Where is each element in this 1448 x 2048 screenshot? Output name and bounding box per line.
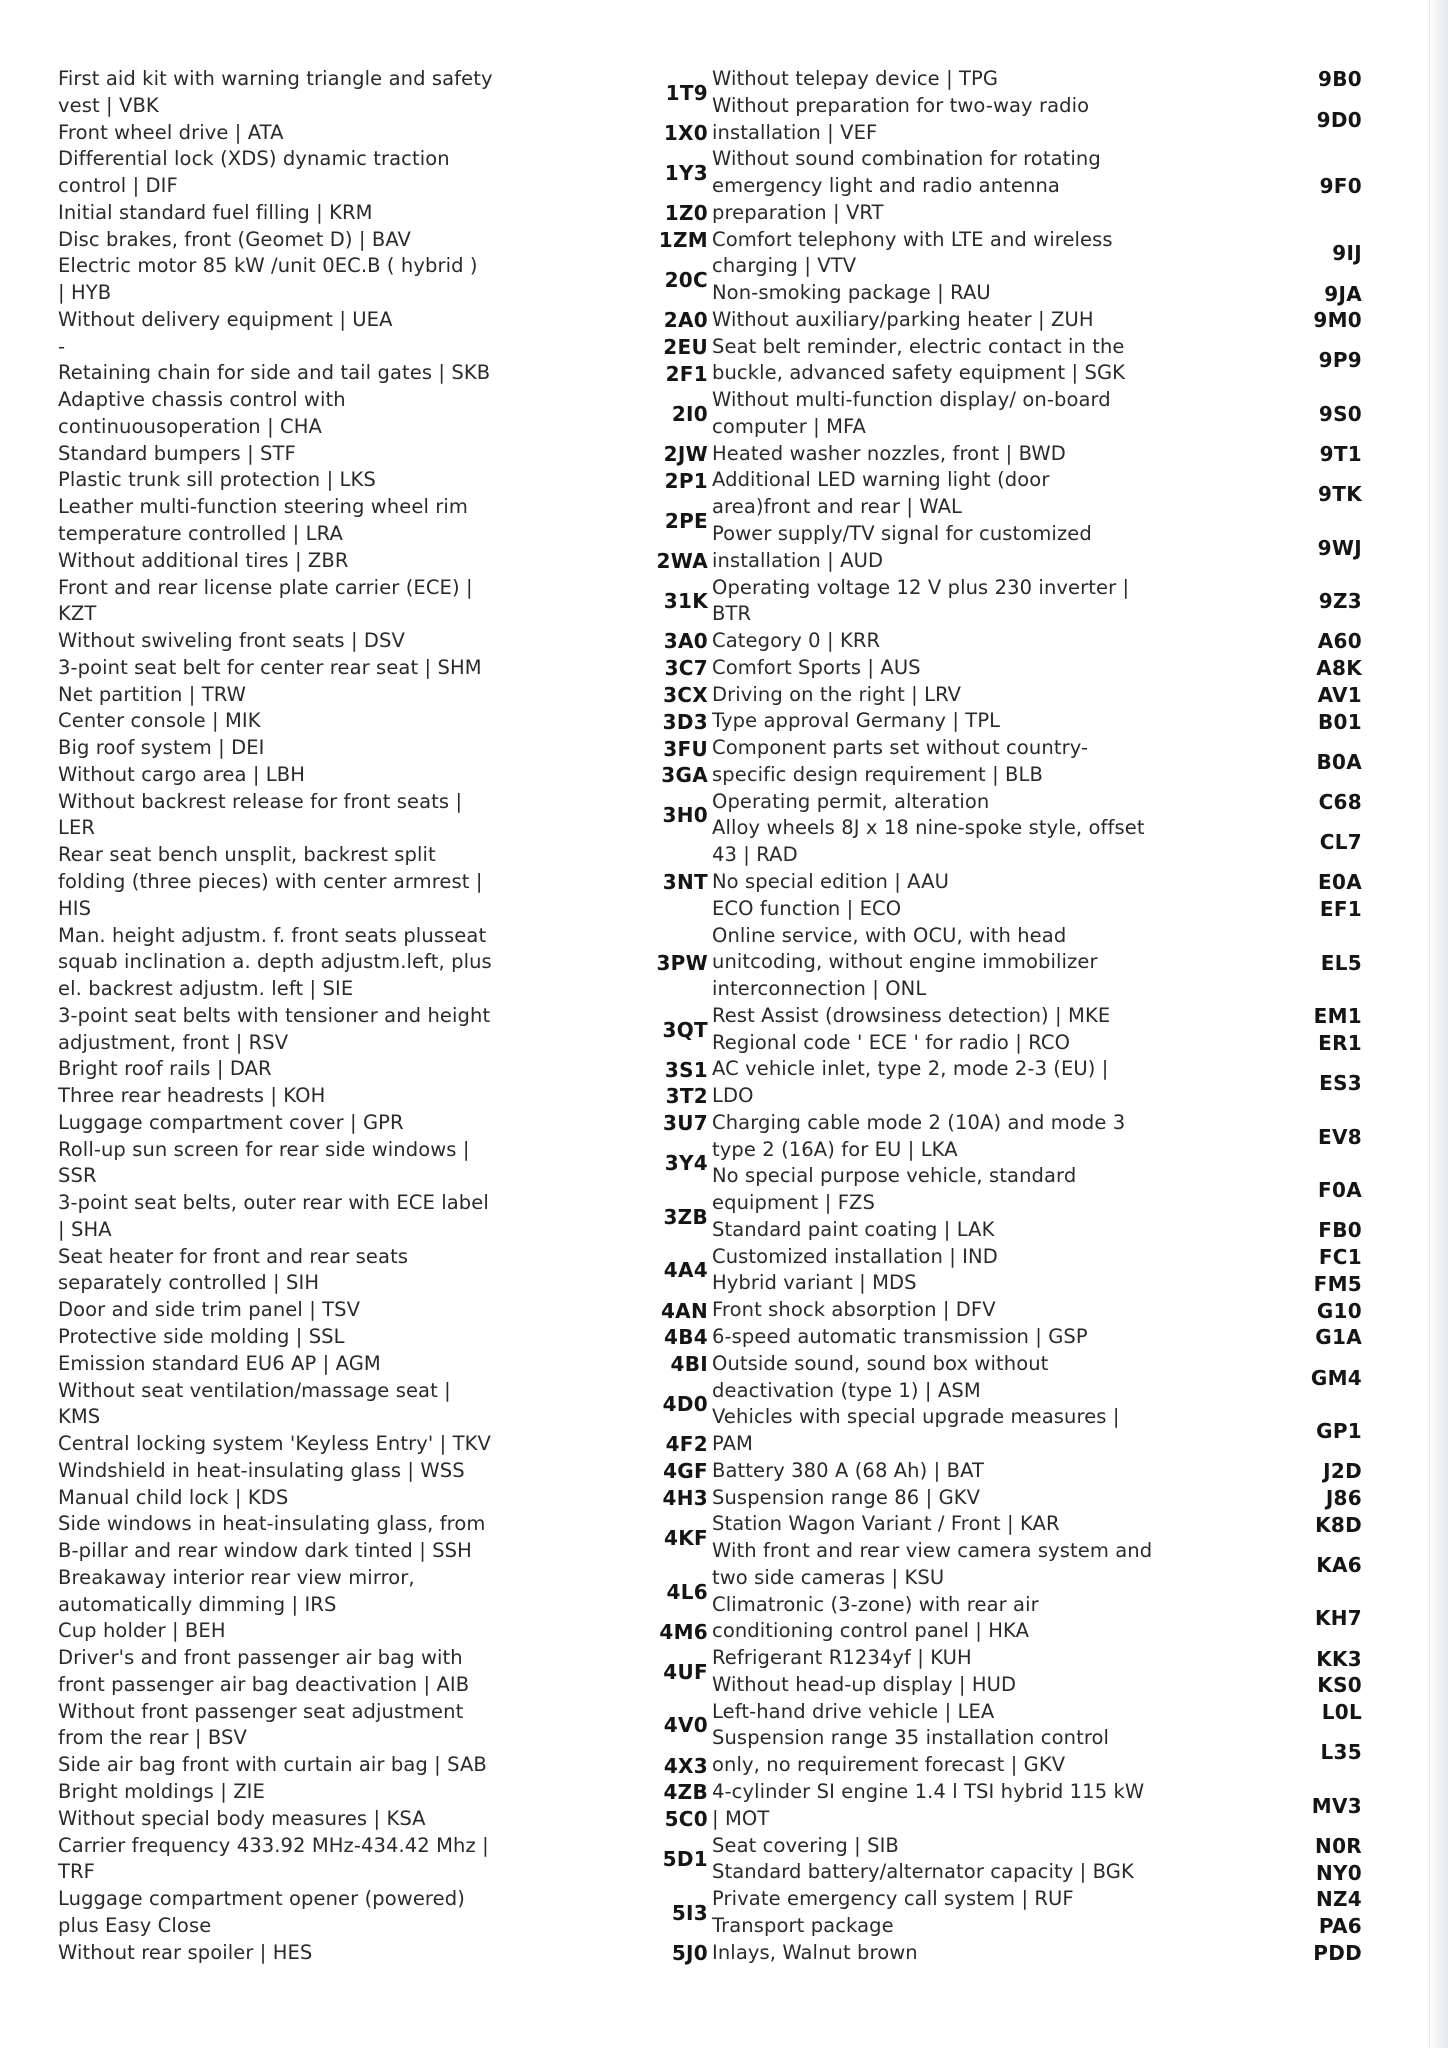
left-item-code: 3QT — [662, 1017, 708, 1042]
left-item-code: 5J0 — [671, 1940, 708, 1965]
right-item-description: Heated washer nozzles, front | BWD — [712, 441, 1066, 465]
left-item-code: 2EU — [663, 335, 708, 360]
right-item-code: 9S0 — [1318, 401, 1362, 426]
right-item-description: Left-hand drive vehicle | LEA — [712, 1699, 995, 1723]
right-item-code: NZ4 — [1315, 1887, 1362, 1912]
right-item-code: KK3 — [1316, 1646, 1362, 1671]
right-item-code: PA6 — [1318, 1914, 1362, 1939]
right-item-code: AV1 — [1317, 682, 1362, 707]
left-item-description: Breakaway interior rear view mirror, automatically dimming | IRS — [58, 1565, 415, 1616]
left-item-description: Electric motor 85 kW /unit 0EC.B ( hybrid ) | HYB — [58, 254, 478, 305]
left-item-code: 4KF — [664, 1526, 708, 1551]
right-item-description: 4-cylinder SI engine 1.4 l TSI hybrid 115 kW | MOT — [712, 1780, 1145, 1830]
left-item-code: 5D1 — [662, 1847, 708, 1872]
left-item-description: Net partition | TRW — [58, 682, 247, 706]
left-item-description: Door and side trim panel | TSV — [58, 1298, 361, 1322]
left-item-code: 3PW — [656, 950, 708, 975]
right-item-description: Inlays, Walnut brown — [712, 1940, 918, 1964]
left-item-description: 3-point seat belts, outer rear with ECE label | SHA — [58, 1191, 489, 1241]
left-item-code: 4H3 — [662, 1485, 708, 1510]
right-item-description: Hybrid variant | MDS — [712, 1271, 917, 1295]
left-item-code: 3FU — [663, 736, 708, 761]
left-item-description: Driver's and front passenger air bag with front passenger air bag deactivation | AIB — [58, 1646, 470, 1696]
left-item-code: 4V0 — [663, 1713, 708, 1738]
left-item-description: Disc brakes, front (Geomet D) | BAV — [58, 227, 411, 251]
right-item-description: Outside sound, sound box without deactivation (type 1) | ASM — [712, 1351, 1049, 1402]
left-item-description: Seat heater for front and rear seats separately controlled | SIH — [58, 1244, 409, 1295]
left-item-code: 4L6 — [666, 1579, 708, 1604]
right-item-description: Private emergency call system | RUF — [712, 1887, 1074, 1911]
right-item-code: KH7 — [1314, 1606, 1362, 1631]
left-item-code: 3H0 — [662, 803, 708, 828]
left-item-description: Central locking system 'Keyless Entry' | TKV — [58, 1432, 491, 1456]
right-item-code: GM4 — [1310, 1365, 1362, 1390]
right-item-description: Regional code ' ECE ' for radio | RCO — [712, 1030, 1071, 1054]
right-item-code: 9T1 — [1319, 442, 1362, 467]
left-item-description: Big roof system | DEI — [58, 736, 265, 760]
left-item-description: Leather multi-function steering wheel rim temperature controlled | LRA — [58, 495, 469, 546]
right-item-code: KA6 — [1316, 1552, 1362, 1577]
right-item-description: Suspension range 86 | GKV — [712, 1485, 981, 1509]
right-item-description: Without head-up display | HUD — [712, 1672, 1017, 1696]
right-item-description: AC vehicle inlet, type 2, mode 2-3 (EU) | LDO — [712, 1057, 1109, 1108]
left-item-description: Without special body measures | KSA — [58, 1806, 426, 1830]
left-item-description: Without backrest release for front seats | LER — [58, 789, 463, 840]
left-item-code: 5C0 — [664, 1807, 708, 1832]
left-item-code: 2F1 — [665, 361, 708, 386]
right-item-description: Standard paint coating | LAK — [712, 1217, 995, 1241]
right-item-description: With front and rear view camera system and two side cameras | KSU — [712, 1539, 1153, 1589]
left-item-description: Retaining chain for side and tail gates | SKB — [58, 361, 491, 385]
right-item-description: Seat covering | SIB — [712, 1833, 899, 1857]
right-item-description: Alloy wheels 8J x 18 nine-spoke style, offset 43 | RAD — [712, 816, 1145, 867]
right-item-description: Without multi-function display/ on-board computer | MFA — [712, 388, 1111, 438]
right-item-description: Operating voltage 12 V plus 230 inverter | BTR — [712, 575, 1130, 626]
right-item-code: EM1 — [1313, 1004, 1362, 1029]
right-item-description: No special edition | AAU — [712, 869, 949, 893]
left-item-code: 4M6 — [659, 1619, 708, 1644]
left-item-description: Initial standard fuel filling | KRM — [58, 200, 373, 224]
right-item-description: Comfort telephony with LTE and wireless charging | VTV — [712, 227, 1113, 278]
right-item-description: Transport package — [712, 1913, 894, 1937]
left-item-description: Without cargo area | LBH — [58, 762, 306, 786]
right-item-code: PDD — [1313, 1940, 1362, 1965]
right-item-code: 9JA — [1324, 281, 1362, 306]
left-item-code: 3D3 — [662, 709, 708, 734]
right-item-code: L0L — [1321, 1700, 1362, 1725]
left-item-code: 2P1 — [664, 468, 708, 493]
left-item-description: First aid kit with warning triangle and safety vest | VBK — [58, 67, 493, 117]
left-item-code: 4BI — [670, 1352, 708, 1377]
left-item-description: Side windows in heat-insulating glass, from B-pillar and rear window dark tinted | SSH — [58, 1512, 486, 1563]
right-equipment-column — [712, 66, 1362, 1966]
left-item-description: Man. height adjustm. f. front seats plusseat squab inclination a. depth adjustm.left, plus el. backrest adjustm. left | SIE — [58, 923, 492, 1001]
right-item-code: ES3 — [1319, 1071, 1362, 1096]
left-item-description: Front wheel drive | ATA — [58, 120, 284, 144]
right-item-code: 9Z3 — [1318, 589, 1362, 614]
right-item-code: 9M0 — [1313, 308, 1362, 333]
right-item-description: Station Wagon Variant / Front | KAR — [712, 1512, 1060, 1536]
right-item-description: Category 0 | KRR — [712, 629, 881, 653]
left-item-description: Cup holder | BEH — [58, 1619, 226, 1643]
right-item-code: 9P9 — [1318, 348, 1362, 373]
left-item-code: 3C7 — [664, 656, 708, 681]
right-item-code: FB0 — [1318, 1218, 1362, 1243]
right-item-code: N0R — [1315, 1833, 1362, 1858]
right-item-code: E0A — [1318, 870, 1362, 895]
right-item-code: C68 — [1318, 790, 1362, 815]
left-item-code: 3U7 — [663, 1111, 708, 1136]
left-item-description: Bright moldings | ZIE — [58, 1780, 265, 1803]
right-item-description: Without telepay device | TPG — [712, 67, 999, 90]
left-item-description: Without swiveling front seats | DSV — [58, 629, 405, 653]
left-item-code: 2JW — [663, 442, 708, 467]
left-item-description: 3-point seat belt for center rear seat | SHM — [58, 655, 482, 679]
right-item-description: 6-speed automatic transmission | GSP — [712, 1324, 1088, 1348]
left-item-description: 3-point seat belts with tensioner and height adjustment, front | RSV — [58, 1003, 491, 1054]
left-item-code: 1Y3 — [664, 161, 708, 186]
left-item-description: Front and rear license plate carrier (ECE) | KZT — [58, 575, 473, 626]
right-item-code: K8D — [1315, 1512, 1362, 1537]
right-item-code: 9B0 — [1318, 67, 1362, 92]
left-item-code: 3ZB — [663, 1204, 708, 1229]
left-item-description: Without additional tires | ZBR — [58, 548, 349, 572]
right-item-code: NY0 — [1315, 1860, 1362, 1885]
right-item-code: 9TK — [1318, 482, 1362, 507]
left-item-description: Three rear headrests | KOH — [58, 1084, 326, 1108]
left-item-description: Carrier frequency 433.92 MHz-434.42 Mhz | TRF — [58, 1833, 489, 1884]
left-item-code: 3GA — [661, 763, 708, 788]
right-item-description: Without sound combination for rotating emergency light and radio antenna preparation | VRT — [712, 147, 1101, 224]
left-item-description: Luggage compartment cover | GPR — [58, 1110, 404, 1134]
right-item-description: Without auxiliary/parking heater | ZUH — [712, 307, 1094, 331]
right-item-description: Standard battery/alternator capacity | BGK — [712, 1860, 1134, 1884]
left-item-code: 2I0 — [671, 401, 708, 426]
left-item-description: Luggage compartment opener (powered) plus Easy Close — [58, 1887, 465, 1937]
right-item-code: G10 — [1316, 1298, 1362, 1323]
right-item-description: Rest Assist (drowsiness detection) | MKE — [712, 1003, 1111, 1027]
left-item-code: 4X3 — [663, 1753, 708, 1778]
left-item-description: Differential lock (XDS) dynamic traction control | DIF — [58, 147, 450, 198]
right-item-code: G1A — [1315, 1325, 1362, 1350]
right-item-code: L35 — [1320, 1740, 1362, 1765]
left-item-code: 3NT — [662, 870, 708, 895]
left-item-code: 2PE — [664, 509, 708, 534]
left-item-code: 3T2 — [665, 1084, 708, 1109]
left-item-code: 1X0 — [663, 120, 708, 145]
right-item-code: J86 — [1325, 1485, 1362, 1510]
right-item-code: ER1 — [1318, 1030, 1362, 1055]
left-item-description: Without seat ventilation/massage seat | KMS — [58, 1378, 451, 1429]
left-item-code: 1ZM — [658, 227, 708, 252]
left-item-code: 5I3 — [671, 1900, 708, 1925]
right-item-code: 9WJ — [1317, 535, 1362, 560]
left-item-description: Without rear spoiler | HES — [58, 1940, 313, 1964]
left-item-code: 4B4 — [664, 1325, 708, 1350]
right-item-description: Climatronic (3-zone) with rear air conditioning control panel | HKA — [712, 1592, 1039, 1643]
right-item-description: Power supply/TV signal for customized installation | AUD — [712, 522, 1092, 572]
left-item-description: Standard bumpers | STF — [58, 441, 296, 465]
left-item-description: Side air bag front with curtain air bag | SAB — [58, 1753, 487, 1777]
right-item-description: Customized installation | IND — [712, 1244, 998, 1268]
right-item-code: EF1 — [1319, 897, 1362, 922]
right-item-description: Without preparation for two-way radio installation | VEF — [712, 93, 1090, 144]
left-item-code: 3Y4 — [664, 1151, 708, 1176]
left-item-code: 20C — [664, 268, 708, 293]
right-item-description: Refrigerant R1234yf | KUH — [712, 1646, 972, 1670]
right-item-description: ECO function | ECO — [712, 896, 902, 920]
left-item-code: 1Z0 — [664, 201, 708, 226]
right-item-description: Component parts set without country- specific design requirement | BLB — [712, 736, 1089, 786]
right-item-description: No special purpose vehicle, standard equipment | FZS — [712, 1164, 1077, 1215]
left-item-code: 1T9 — [665, 80, 708, 105]
right-item-description: Online service, with OCU, with head unitcoding, without engine immobilizer interconnection | ONL — [712, 923, 1098, 1001]
right-item-description: Driving on the right | LRV — [712, 682, 962, 706]
right-item-code: J2D — [1323, 1459, 1362, 1484]
left-item-description: Without front passenger seat adjustment from the rear | BSV — [58, 1699, 464, 1750]
right-item-description: Front shock absorption | DFV — [712, 1298, 996, 1322]
right-item-description: Suspension range 35 installation control only, no requirement forecast | GKV — [712, 1726, 1110, 1777]
right-item-description: Non-smoking package | RAU — [712, 281, 991, 305]
right-item-description: Battery 380 A (68 Ah) | BAT — [712, 1458, 985, 1482]
right-item-code: CL7 — [1319, 830, 1362, 855]
right-item-description: Additional LED warning light (door area)front and rear | WAL — [712, 468, 1050, 519]
left-item-description: Bright roof rails | DAR — [58, 1057, 272, 1081]
left-item-description: - — [58, 334, 66, 358]
left-item-code: 2WA — [656, 549, 708, 574]
right-item-description: Charging cable mode 2 (10A) and mode 3 type 2 (16A) for EU | LKA — [712, 1110, 1126, 1161]
left-item-description: Without delivery equipment | UEA — [58, 307, 393, 331]
left-item-code: 4AN — [660, 1298, 708, 1323]
left-item-code: 4D0 — [662, 1392, 708, 1417]
right-item-code: 9IJ — [1332, 241, 1362, 266]
right-item-description: Type approval Germany | TPL — [712, 709, 1001, 733]
left-item-code: 3S1 — [664, 1057, 708, 1082]
right-item-code: A8K — [1316, 656, 1362, 681]
right-item-code: EV8 — [1318, 1124, 1362, 1149]
right-item-code: EL5 — [1320, 950, 1362, 975]
left-item-description: Center console | MIK — [58, 709, 261, 733]
page-edge — [1430, 0, 1448, 2048]
right-item-code: MV3 — [1311, 1793, 1362, 1818]
left-item-description: Plastic trunk sill protection | LKS — [58, 468, 376, 492]
right-item-description: Seat belt reminder, electric contact in the buckle, advanced safety equipment | SGK — [712, 334, 1126, 385]
right-item-code: B01 — [1318, 709, 1362, 734]
left-item-description: Adaptive chassis control with continuousoperation | CHA — [58, 388, 346, 438]
left-item-code: 4ZB — [663, 1780, 708, 1805]
left-item-code: 4F2 — [665, 1432, 708, 1457]
left-item-code: 4A4 — [663, 1258, 708, 1283]
left-item-description: Windshield in heat-insulating glass | WSS — [58, 1458, 465, 1482]
right-item-code: GP1 — [1316, 1419, 1362, 1444]
right-item-code: F0A — [1318, 1178, 1362, 1203]
left-item-code: 4GF — [663, 1459, 708, 1484]
left-item-code: 31K — [663, 589, 708, 614]
right-item-description: Comfort Sports | AUS — [712, 655, 921, 679]
right-item-description: Vehicles with special upgrade measures | PAM — [712, 1405, 1120, 1456]
left-item-description: Emission standard EU6 AP | AGM — [58, 1351, 381, 1375]
right-item-code: 9F0 — [1319, 174, 1362, 199]
left-item-description: Protective side molding | SSL — [58, 1324, 345, 1348]
left-item-description: Rear seat bench unsplit, backrest split folding (three pieces) with center armrest | HIS — [58, 843, 483, 920]
right-item-code: FC1 — [1318, 1245, 1362, 1270]
right-item-code: 9D0 — [1316, 107, 1362, 132]
left-item-code: 2A0 — [663, 308, 708, 333]
right-item-code: FM5 — [1313, 1271, 1362, 1296]
left-item-code: 4UF — [663, 1659, 708, 1684]
left-item-description: Manual child lock | KDS — [58, 1485, 289, 1509]
left-item-description: Roll-up sun screen for rear side windows | SSR — [58, 1137, 470, 1188]
right-item-code: B0A — [1316, 749, 1362, 774]
left-item-code: 3A0 — [663, 629, 708, 654]
left-item-code: 3CX — [663, 682, 708, 707]
right-item-code: A60 — [1317, 629, 1362, 654]
right-item-code: KS0 — [1317, 1673, 1362, 1698]
right-item-description: Operating permit, alteration — [712, 789, 990, 813]
left-equipment-column — [58, 66, 708, 1966]
